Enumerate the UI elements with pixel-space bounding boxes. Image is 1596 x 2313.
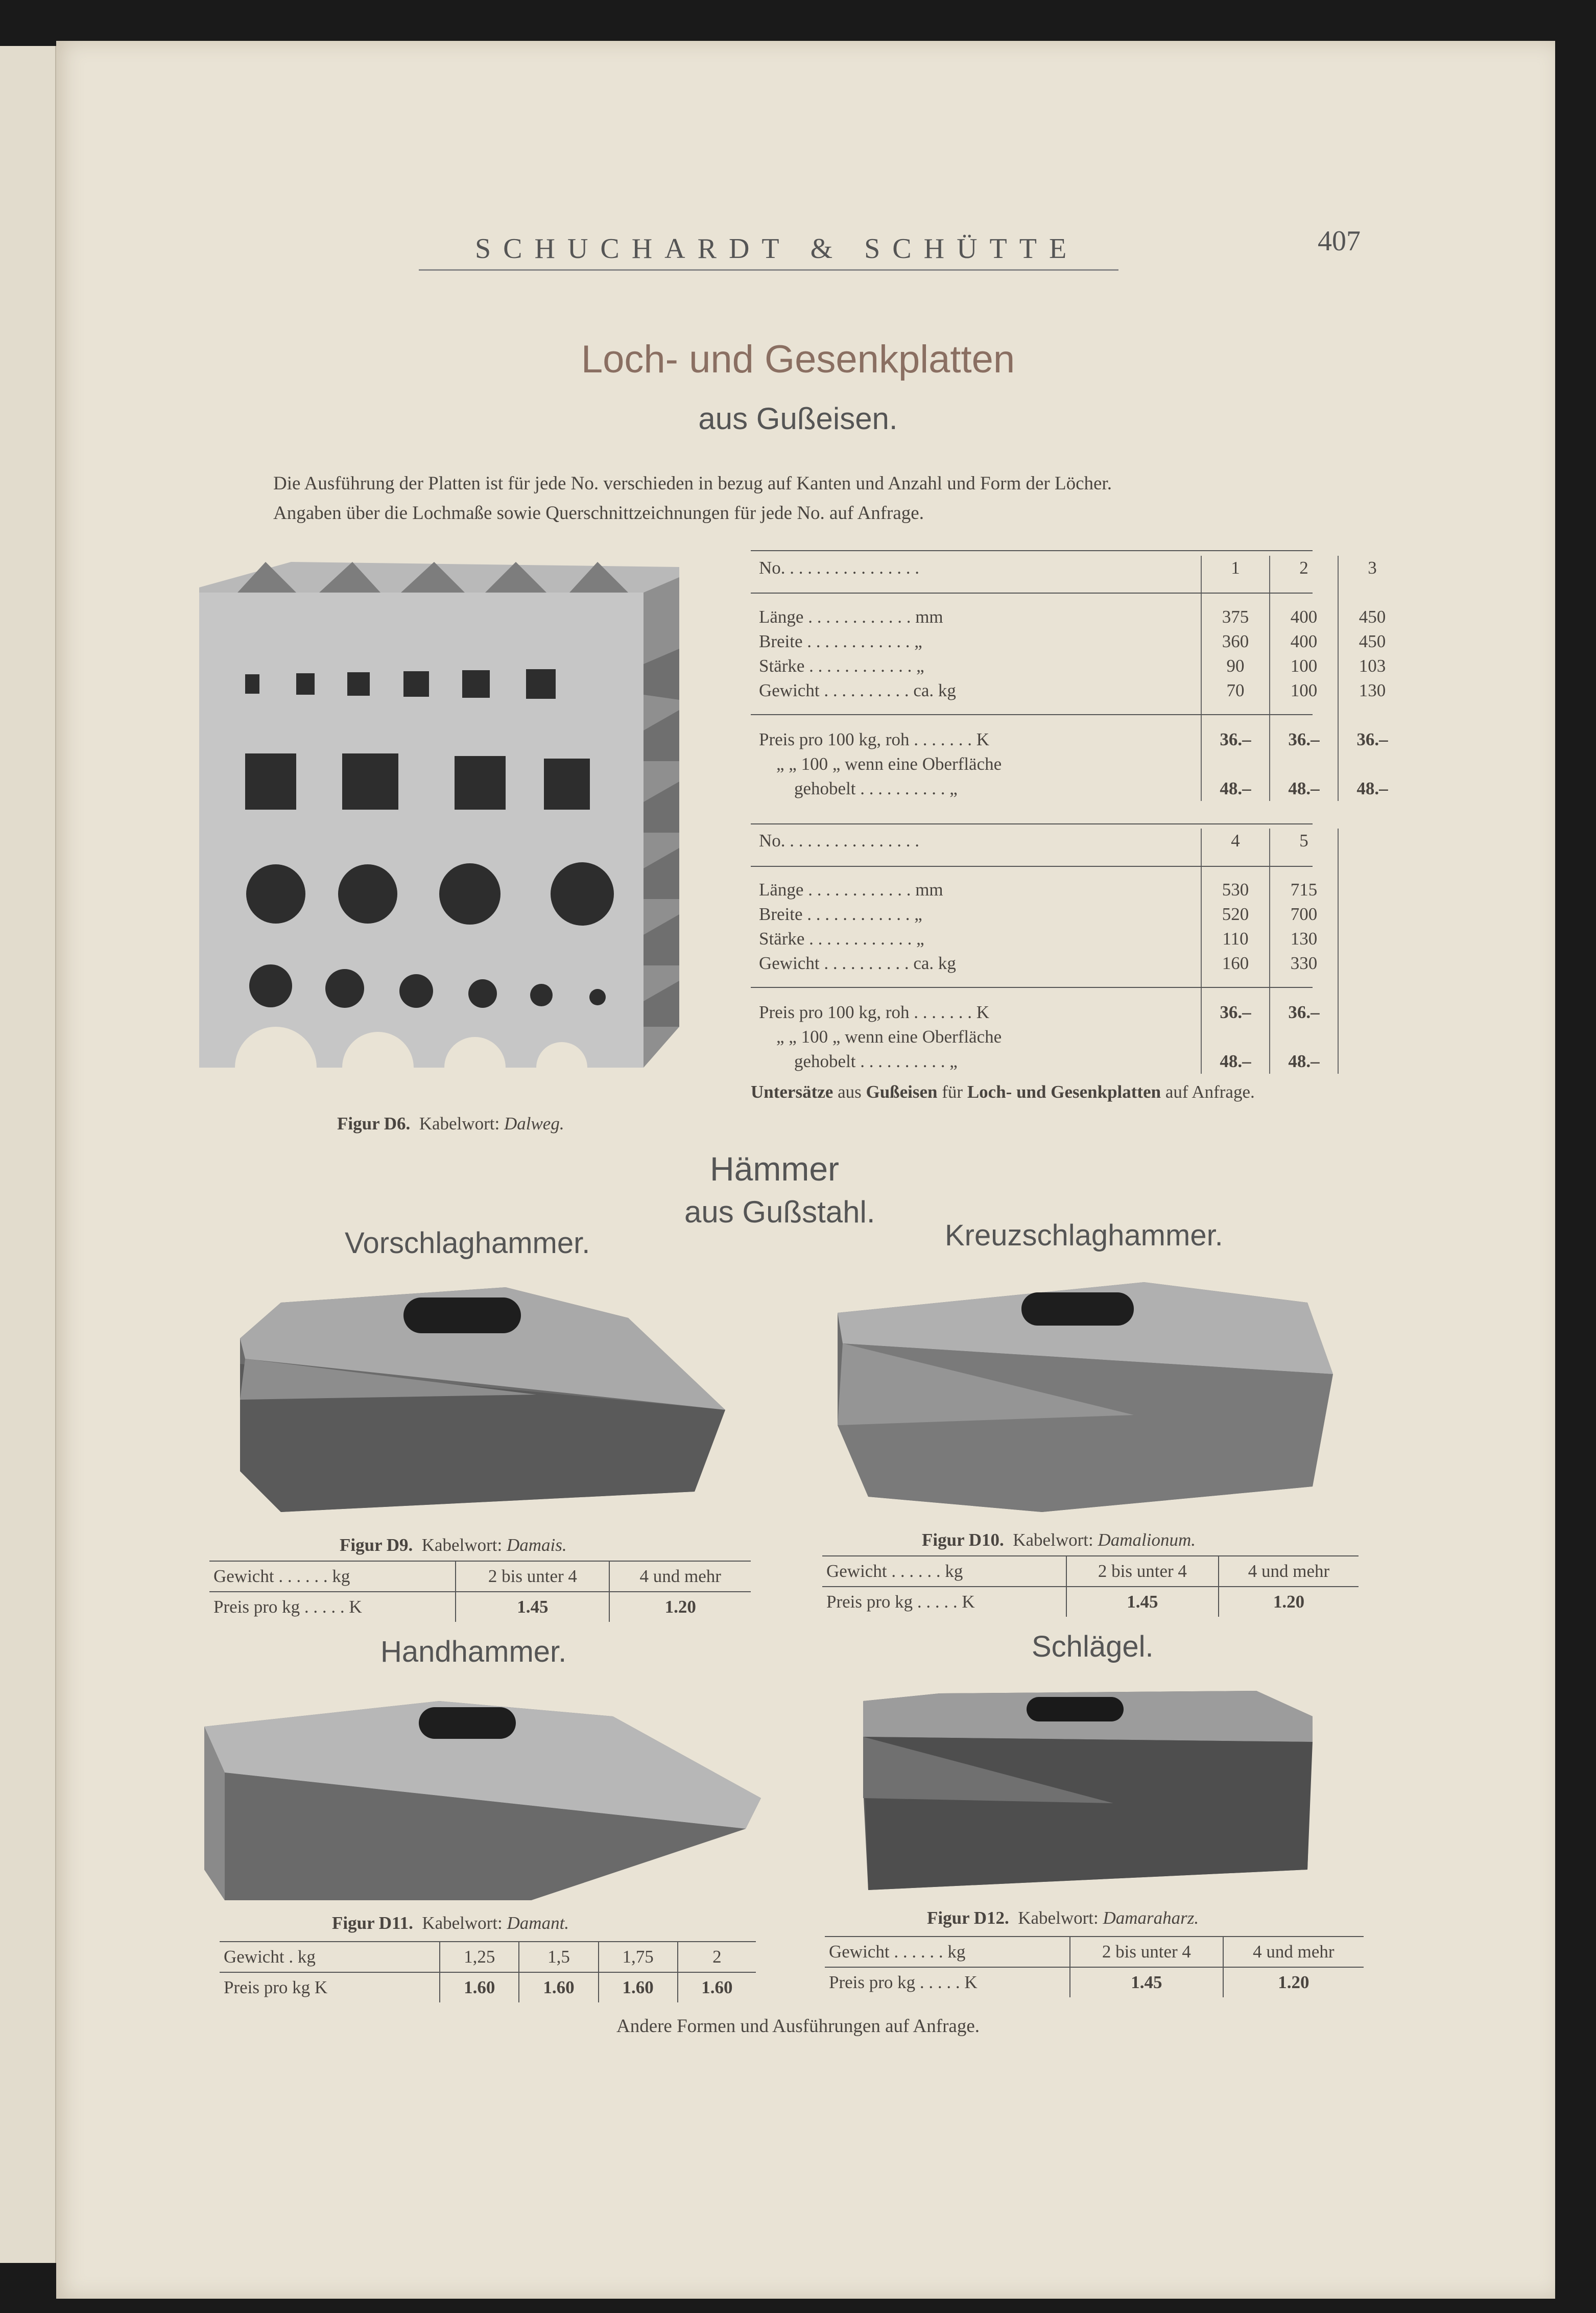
plate-illustration xyxy=(189,557,689,1108)
table-cell: 130 xyxy=(1338,678,1406,703)
table1-header-rule xyxy=(751,593,1313,594)
figure-d6-kabelwort: Dalweg. xyxy=(504,1114,564,1134)
table-row xyxy=(756,678,1406,703)
figure-d9-label: Figur D9. xyxy=(340,1535,413,1555)
intro-line-2: Angaben über die Lochmaße sowie Querschnittzeichnungen für jede No. auf Anfrage. xyxy=(273,503,924,524)
table-cell: 1.20 xyxy=(609,1592,751,1622)
figure-d9-kabelwort: Damais. xyxy=(506,1535,567,1555)
header-rule xyxy=(419,269,1118,271)
table2-row-gewicht: Gewicht . . . . . . . . . . ca. kg xyxy=(759,953,956,973)
table-row xyxy=(756,654,1406,678)
table-cell: 4 und mehr xyxy=(609,1561,751,1592)
table-row xyxy=(756,829,1406,853)
table2-col-4: 4 xyxy=(1201,829,1270,853)
table-cell: 100 xyxy=(1270,678,1338,703)
figure-d12-caption xyxy=(927,1908,1199,1928)
table2-no-label: No. . . . . . . . . . . . . . . . xyxy=(759,831,920,851)
table-row xyxy=(822,1587,1359,1617)
table1-price-roh: Preis pro 100 kg, roh . . . . . . . K xyxy=(759,729,990,749)
table2-price-gehobelt: gehobelt . . . . . . . . . . „ xyxy=(794,1051,958,1071)
note-text: aus xyxy=(838,1082,862,1102)
figure-d9-caption xyxy=(340,1535,567,1555)
hammer-kreuzschlag-title: Kreuzschlaghammer. xyxy=(945,1219,1223,1252)
table-row xyxy=(825,1937,1364,1967)
weight-label: Gewicht . . . . . . kg xyxy=(822,1556,1066,1587)
table-row xyxy=(209,1561,751,1592)
table-row xyxy=(825,1967,1364,1997)
table-row xyxy=(756,629,1406,654)
table-cell: 4 und mehr xyxy=(1223,1937,1364,1967)
table-cell: 110 xyxy=(1201,927,1270,951)
table-row xyxy=(209,1592,751,1622)
table-row xyxy=(220,1942,756,1972)
weight-label: Gewicht . . . . . . kg xyxy=(209,1561,456,1592)
table-cell: 530 xyxy=(1201,878,1270,902)
table-row xyxy=(822,1556,1359,1587)
plates-title: Loch- und Gesenkplatten xyxy=(581,338,1015,381)
table-cell: 1.60 xyxy=(440,1972,519,2002)
hammer-schlaegel-title: Schlägel. xyxy=(1032,1630,1154,1663)
weight-label: Gewicht . . . . . . kg xyxy=(825,1937,1070,1967)
table-cell: 90 xyxy=(1201,654,1270,678)
table-row xyxy=(756,556,1406,580)
table-cell: 520 xyxy=(1201,902,1270,927)
table-row xyxy=(756,1025,1406,1049)
table-cell: 36.– xyxy=(1201,727,1270,752)
table1-mid-rule xyxy=(751,714,1313,715)
table2-price-note: „ „ 100 „ wenn eine Oberfläche xyxy=(776,1027,1002,1047)
figure-d6-label: Figur D6. xyxy=(337,1114,411,1134)
table-row xyxy=(756,1049,1406,1074)
table-cell: 4 und mehr xyxy=(1219,1556,1359,1587)
table1-row-gewicht: Gewicht . . . . . . . . . . ca. kg xyxy=(759,680,956,700)
footer-note: Andere Formen und Ausführungen auf Anfrage. xyxy=(616,2016,980,2037)
table-cell: 2 xyxy=(678,1942,756,1972)
price-label: Preis pro kg . . . . . K xyxy=(213,1597,362,1617)
hammer-schlaegel-illustration xyxy=(858,1686,1318,1900)
table-row xyxy=(756,752,1406,776)
note-gusseisen: Gußeisen xyxy=(866,1082,938,1102)
table-cell: 36.– xyxy=(1270,727,1338,752)
figure-d12-label: Figur D12. xyxy=(927,1908,1009,1928)
table2-top-rule xyxy=(751,823,1313,824)
table2-header-rule xyxy=(751,866,1313,867)
table-cell: 160 xyxy=(1201,951,1270,976)
figure-d6-kabel-label: Kabelwort: xyxy=(419,1114,500,1134)
table1-price-note: „ „ 100 „ wenn eine Oberfläche xyxy=(776,754,1002,774)
table-cell: 1.45 xyxy=(1070,1967,1223,1997)
table-cell: 36.– xyxy=(1201,1000,1270,1025)
figure-d10-kabel-label: Kabelwort: xyxy=(1013,1530,1093,1550)
note-text: für xyxy=(942,1082,963,1102)
table2-mid-rule xyxy=(751,987,1313,988)
figure-d10-label: Figur D10. xyxy=(922,1530,1004,1550)
note-untersaetze: Untersätze xyxy=(751,1082,833,1102)
table1-row-laenge: Länge . . . . . . . . . . . . mm xyxy=(759,607,943,627)
weight-label: Gewicht . kg xyxy=(220,1942,440,1972)
table-row xyxy=(220,1972,756,2002)
intro-line-1: Die Ausführung der Platten ist für jede No. verschieden in bezug auf Kanten und Anzahl und Form der Löcher. xyxy=(273,473,1112,494)
plates-intro xyxy=(273,469,1315,528)
table-row xyxy=(756,605,1406,629)
table-row xyxy=(756,902,1406,927)
table-cell: 36.– xyxy=(1270,1000,1338,1025)
table-row xyxy=(756,727,1406,752)
note-text: auf Anfrage. xyxy=(1165,1082,1255,1102)
table2-price-roh: Preis pro 100 kg, roh . . . . . . . K xyxy=(759,1002,990,1022)
figure-d6-caption xyxy=(337,1114,564,1134)
page-number: 407 xyxy=(1318,225,1361,257)
table-cell: 400 xyxy=(1270,629,1338,654)
table-cell: 36.– xyxy=(1338,727,1406,752)
table-cell: 48.– xyxy=(1201,776,1270,801)
table-cell: 450 xyxy=(1338,629,1406,654)
table1-col-2: 2 xyxy=(1270,556,1338,580)
table1-no-label: No. . . . . . . . . . . . . . . . xyxy=(759,558,920,578)
hammers-title: Hämmer xyxy=(710,1150,840,1188)
table-row xyxy=(756,927,1406,951)
table-cell: 1,25 xyxy=(440,1942,519,1972)
table1-row-staerke: Stärke . . . . . . . . . . . . „ xyxy=(759,656,924,676)
table-cell: 1.45 xyxy=(456,1592,609,1622)
note-plates: Loch- und Gesenkplatten xyxy=(967,1082,1161,1102)
figure-d12-kabelwort: Damaraharz. xyxy=(1103,1908,1199,1928)
table-cell: 130 xyxy=(1270,927,1338,951)
table-cell: 375 xyxy=(1201,605,1270,629)
hammer-vorschlag-title: Vorschlaghammer. xyxy=(345,1226,590,1260)
table-cell: 1.20 xyxy=(1223,1967,1364,1997)
table-cell: 1.60 xyxy=(599,1972,678,2002)
hammer-hand-illustration xyxy=(194,1696,766,1910)
figure-d11-kabelwort: Damant. xyxy=(507,1913,569,1933)
table-cell: 700 xyxy=(1270,902,1338,927)
table-cell: 715 xyxy=(1270,878,1338,902)
hammer-vorschlag-illustration xyxy=(220,1277,730,1527)
table-cell: 360 xyxy=(1201,629,1270,654)
price-label: Preis pro kg K xyxy=(224,1977,328,1997)
plates-subtitle: aus Gußeisen. xyxy=(698,402,898,436)
table-cell: 1.45 xyxy=(1066,1587,1219,1617)
figure-d11-label: Figur D11. xyxy=(332,1913,413,1933)
figure-d9-kabel-label: Kabelwort: xyxy=(421,1535,503,1555)
figure-d12-kabel-label: Kabelwort: xyxy=(1018,1908,1099,1928)
table-cell: 48.– xyxy=(1270,1049,1338,1074)
figure-d10-kabelwort: Damalionum. xyxy=(1098,1530,1196,1550)
table-row xyxy=(756,776,1406,801)
table1-top-rule xyxy=(751,550,1313,551)
table2-row-breite: Breite . . . . . . . . . . . . „ xyxy=(759,904,922,924)
table-cell: 70 xyxy=(1201,678,1270,703)
table-cell: 2 bis unter 4 xyxy=(1066,1556,1219,1587)
figure-d10-caption xyxy=(922,1530,1196,1550)
table1-col-1: 1 xyxy=(1201,556,1270,580)
table-cell: 1,75 xyxy=(599,1942,678,1972)
table-cell: 2 bis unter 4 xyxy=(456,1561,609,1592)
table-cell: 100 xyxy=(1270,654,1338,678)
table-row xyxy=(756,1000,1406,1025)
price-label: Preis pro kg . . . . . K xyxy=(826,1592,975,1612)
table-cell: 1,5 xyxy=(519,1942,598,1972)
figure-d11-caption xyxy=(332,1913,569,1933)
table2-row-staerke: Stärke . . . . . . . . . . . . „ xyxy=(759,929,924,949)
hammer-hand-title: Handhammer. xyxy=(380,1635,567,1668)
table1-col-3: 3 xyxy=(1338,556,1406,580)
hand-price-table xyxy=(220,1941,756,2002)
table1-row-breite: Breite . . . . . . . . . . . . „ xyxy=(759,631,922,651)
plates-table-2 xyxy=(756,829,1406,1074)
schlaegel-price-table xyxy=(825,1936,1364,1997)
table2-col-5: 5 xyxy=(1270,829,1338,853)
table-cell: 450 xyxy=(1338,605,1406,629)
table2-row-laenge: Länge . . . . . . . . . . . . mm xyxy=(759,880,943,900)
running-title: SCHUCHARDT & SCHÜTTE xyxy=(475,233,1079,265)
table1-price-gehobelt: gehobelt . . . . . . . . . . „ xyxy=(794,778,958,798)
hammers-subtitle: aus Gußstahl. xyxy=(684,1195,875,1229)
price-label: Preis pro kg . . . . . K xyxy=(829,1972,978,1992)
table-row xyxy=(756,951,1406,976)
plates-note xyxy=(751,1082,1255,1102)
table-cell: 48.– xyxy=(1270,776,1338,801)
table-cell: 2 bis unter 4 xyxy=(1070,1937,1223,1967)
table-cell: 1.60 xyxy=(678,1972,756,2002)
vorschlag-price-table xyxy=(209,1561,751,1622)
table-cell: 1.20 xyxy=(1219,1587,1359,1617)
table-cell: 103 xyxy=(1338,654,1406,678)
kreuzschlag-price-table xyxy=(822,1555,1359,1617)
table-cell: 48.– xyxy=(1201,1049,1270,1074)
hammer-kreuzschlag-illustration xyxy=(827,1272,1338,1522)
table-cell: 400 xyxy=(1270,605,1338,629)
table-cell: 330 xyxy=(1270,951,1338,976)
table-row xyxy=(756,878,1406,902)
table-cell: 1.60 xyxy=(519,1972,598,2002)
table-cell: 48.– xyxy=(1338,776,1406,801)
figure-d11-kabel-label: Kabelwort: xyxy=(422,1913,503,1933)
